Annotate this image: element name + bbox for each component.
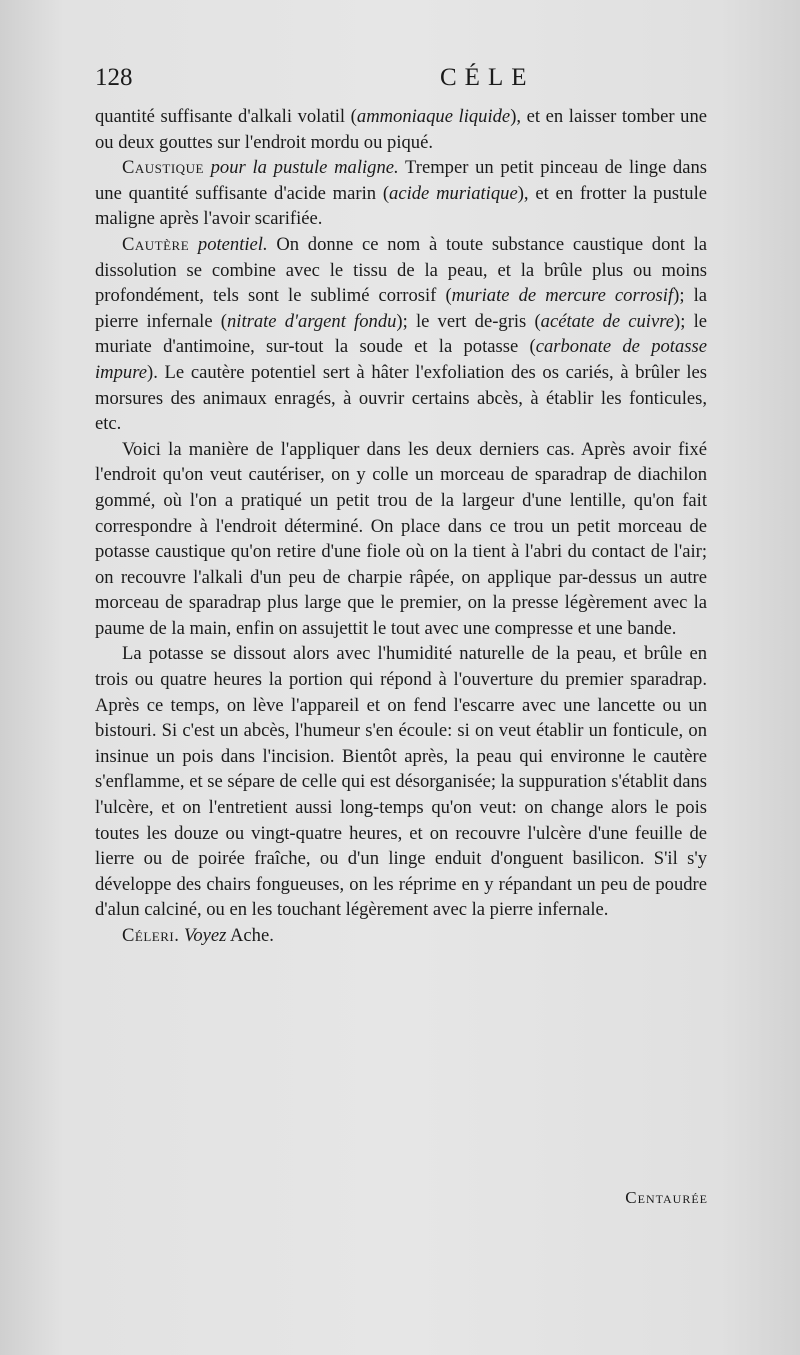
catchword: Centaurée bbox=[625, 1188, 708, 1207]
paragraph-potasse: La potasse se dissout alors avec l'humidité naturelle de la peau, et brûle en trois ou quatre heures la portion qui répond à l'ouverture du premier sparadrap. Après ce temps, on lève l'appareil et on fend l'escarre avec une lancette ou un bistouri. Si c'est un abcès, l'humeur s'en écoule: si on veut établir un fonticule, on insinue un pois dans l'incision. Bientôt après, la peau qui environne le cautère s'enflamme, et se sépare de celle qui est désorganisée; la suppuration s'établit dans l'ulcère, et on l'entretient aussi long-temps qu'on veut: on change alors le pois toutes les douze ou vingt-quatre heures, et on recouvre l'ulcère d'une feuille de lierre ou de poirée fraîche, ou d'un linge enduit d'onguent basilicon. S'il s'y développe des chairs fongueuses, on les réprime en y répandant un peu de poudre d'alun calciné, ou en les touchant légèrement avec la pierre infernale. bbox=[95, 643, 708, 921]
running-head: CÉLE bbox=[440, 64, 535, 91]
entry-cautere bbox=[95, 232, 707, 437]
italic-run: Voyez bbox=[179, 925, 227, 946]
text-run: Tremper un petit pinceau de linge dans une quantité suffisante d'acide marin ( bbox=[95, 157, 707, 204]
italic-run: potentiel. bbox=[189, 233, 268, 255]
entry-headword: Céleri. bbox=[122, 925, 180, 946]
text-run: ); la pierre infernale ( bbox=[95, 285, 707, 332]
italic-run: acétate de cuivre bbox=[540, 310, 675, 332]
text-run: ); le muriate d'antimoine, sur-tout la soude et la potasse ( bbox=[95, 310, 707, 358]
entry-headword: Caustique bbox=[122, 157, 204, 179]
paragraph-application: Voici la manière de l'appliquer dans les deux derniers cas. Après avoir fixé l'endroit qu'on veut cautériser, on y colle un morceau de sparadrap de diachilon gommé, où l'on a pratiqué un petit trou de la largeur d'une lentille, qu'on fait correspondre à l'endroit déterminé. On place dans ce trou un petit morceau de potasse caustique qu'on retire d'une fiole où on la tient à l'abri du contact de l'air; on recouvre l'alkali d'un peu de charpie râpée, on applique par-dessus un autre morceau de sparadrap plus large que le premier, on la presse légèrement avec la paume de la main, enfin on assujettit le tout avec une compresse et une bande. bbox=[95, 438, 707, 639]
text-run: ), et en laisser tomber une ou deux gouttes sur l'endroit mordu ou piqué. bbox=[95, 106, 707, 153]
body-text bbox=[95, 104, 707, 949]
page-number: 128 bbox=[95, 64, 133, 91]
text-run: Ache. bbox=[226, 925, 274, 946]
text-run: ); le vert de-gris ( bbox=[396, 310, 541, 332]
italic-run: carbonate de potasse impure bbox=[95, 336, 707, 383]
italic-run: muriate de mercure corrosif bbox=[451, 285, 674, 307]
text-run: quantité suffisante d'alkali volatil ( bbox=[95, 106, 357, 127]
entry-headword: Cautère bbox=[122, 233, 190, 255]
italic-run: ammoniaque liquide bbox=[356, 106, 511, 127]
italic-run: acide muriatique bbox=[389, 182, 518, 204]
entry-caustique bbox=[95, 155, 707, 232]
paragraph-continuation bbox=[95, 104, 707, 155]
entry-celeri bbox=[95, 923, 707, 949]
text-run: On donne ce nom à toute substance caustique dont la dissolution se combine avec le tissu de la peau, et la brûle plus ou moins profondément, tels sont le sublimé corrosif ( bbox=[95, 233, 707, 307]
text-run: ), et en frotter la pustule maligne après l'avoir scarifiée. bbox=[95, 182, 708, 230]
text-run: ). Le cautère potentiel sert à hâter l'exfoliation des os cariés, à brûler les morsures des animaux enragés, à ouvrir certains abcès, à établir les fonticules, etc. bbox=[95, 361, 707, 435]
italic-run: pour la pustule maligne. bbox=[203, 157, 399, 179]
italic-run: nitrate d'argent fondu bbox=[226, 310, 397, 332]
page-header bbox=[95, 64, 715, 104]
